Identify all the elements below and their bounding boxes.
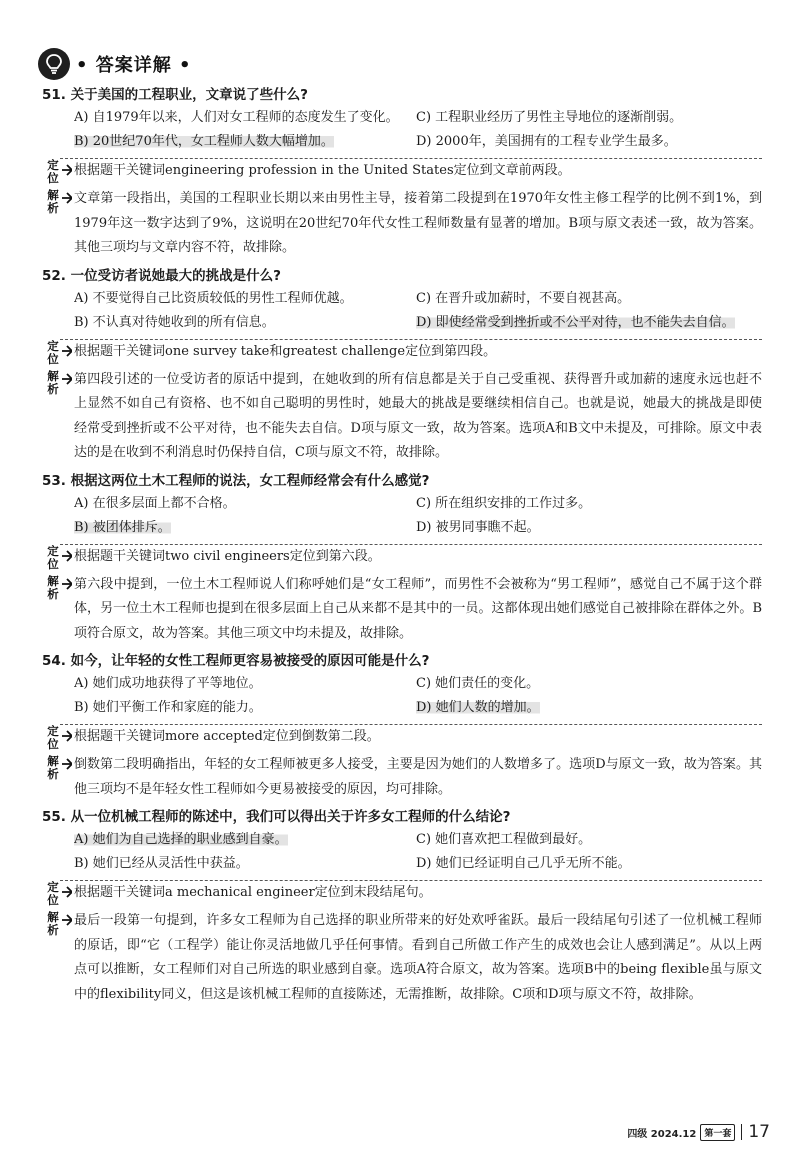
option-c: C) 工程职业经历了男性主导地位的逐渐削弱。: [416, 110, 683, 125]
option-d: D) 她们已经证明自己几乎无所不能。: [416, 856, 631, 871]
option-c: C) 所在组织安排的工作过多。: [416, 495, 592, 511]
locate-label: 定位: [47, 338, 59, 366]
arrow-right-icon: [62, 914, 72, 926]
arrow-right-icon: [62, 730, 72, 742]
locate-text: 根据题干关键词a mechanical engineer定位到末段结尾句。: [74, 885, 432, 900]
option-d-answer: D) 她们人数的增加。: [416, 700, 540, 715]
section-title: • 答案详解 •: [76, 55, 192, 76]
options-grid: [42, 287, 762, 335]
explain-row: [42, 909, 762, 1007]
explain-label: 解析: [47, 573, 59, 601]
question-stem: 54. 如今，让年轻的女性工程师更容易被接受的原因可能是什么?: [42, 653, 430, 669]
arrow-right-icon: [62, 164, 72, 176]
explain-label: 解析: [47, 754, 59, 781]
options-grid: [42, 106, 762, 154]
option-d-answer: D) 即使经常受到挫折或不公平对待，也不能失去自信。: [416, 314, 735, 330]
explain-label: 解析: [47, 188, 59, 215]
analysis-block: [42, 544, 762, 647]
question-52: [42, 265, 762, 466]
options-grid: [42, 828, 762, 876]
question-51: [42, 84, 762, 261]
explain-row: [42, 187, 762, 261]
explain-row: [42, 753, 762, 802]
option-a: A) 在很多层面上都不合格。: [74, 495, 236, 511]
explain-row: [42, 573, 762, 647]
options-grid: [42, 672, 762, 720]
lightbulb-icon: [38, 48, 70, 80]
explain-row: [42, 368, 762, 466]
explain-text: 文章第一段指出，美国的工程职业长期以来由男性主导，接着第二段提到在1970年女性主修工程学的比例不到1%，到1979年这一数字达到了9%，这说明在20世纪70年代女性工程师数量有显著的增加。B项与原文表述一致，故为答案。其他三项均与文章内容不符，故排除。: [74, 191, 762, 255]
analysis-block: [42, 880, 762, 1007]
option-d: D) 2000年，美国拥有的工程专业学生最多。: [416, 134, 677, 149]
option-c: C) 她们喜欢把工程做到最好。: [416, 832, 592, 847]
question-55: [42, 806, 762, 1007]
explain-label: 解析: [47, 368, 59, 396]
locate-text: 根据题干关键词engineering profession in the United States定位到文章前两段。: [74, 163, 571, 178]
locate-row: [42, 725, 762, 749]
option-a: A) 自1979年以来，人们对女工程师的态度发生了变化。: [74, 110, 399, 125]
locate-label: 定位: [47, 880, 59, 907]
explain-text: 第四段引述的一位受访者的原话中提到，在她收到的所有信息都是关于自己受重视、获得晋升或加薪的速度永远也赶不上显然不如自己有资格、也不如自己聪明的男性时，她最大的挑战是要继续相信自己。也就是说，她最大的挑战是即使经常受到挫折或不公平对待，也不能失去自信。D项与原文一致，故为答案。选项A和B文中未提及，可排除。原文中表达的是在收到不利消息时仍保持自信，C项与原文不符，故排除。: [74, 371, 762, 460]
option-d: D) 被男同事瞧不起。: [416, 519, 540, 535]
option-c: C) 在晋升或加薪时，不要自视甚高。: [416, 290, 631, 306]
option-b-answer: B) 被团体排斥。: [74, 519, 171, 535]
explain-text: 倒数第二段明确指出，年轻的女工程师被更多人接受，主要是因为她们的人数增多了。选项D与原文一致，故为答案。其他三项均不是年轻女性工程师如今更易被接受的原因，均可排除。: [74, 757, 762, 797]
locate-label: 定位: [47, 158, 59, 185]
locate-label: 定位: [47, 724, 59, 751]
analysis-block: [42, 339, 762, 466]
arrow-right-icon: [62, 578, 72, 590]
option-b-answer: B) 20世纪70年代，女工程师人数大幅增加。: [74, 134, 334, 149]
page-number: 17: [748, 1122, 770, 1142]
arrow-right-icon: [62, 758, 72, 770]
section-header: [38, 46, 192, 82]
locate-label: 定位: [47, 543, 59, 571]
arrow-right-icon: [62, 886, 72, 898]
option-b: B) 她们平衡工作和家庭的能力。: [74, 700, 262, 715]
explain-text: 第六段中提到，一位土木工程师说人们称呼她们是“女工程师”，而男性不会被称为“男工程师”，感觉自己不属于这个群体，另一位土木工程师也提到在很多层面上自己从来都不是其中的一员。这都体现出她们感觉自己被排除在群体之外。B项符合原文，故为答案。其他三项文中均未提及，故排除。: [74, 576, 762, 641]
explain-text: 最后一段第一句提到，许多女工程师为自己选择的职业所带来的好处欢呼雀跃。最后一段结尾句引述了一位机械工程师的原话，即“它（工程学）能让你灵活地做几乎任何事情。看到自己所做工作产生的成效也会让人感到满足”。从以上两点可以推断，女工程师们对自己所选的职业感到自豪。选项A符合原文，故为答案。选项B中的being flexible虽与原文中的flexibility同义，但这是该机械工程师的直接陈述，无需推断，故排除。C项和D项与原文不符，故排除。: [74, 913, 762, 1002]
issue-label: 四级 2024.12: [627, 1128, 697, 1140]
locate-text: 根据题干关键词one survey take和greatest challenge定位到第四段。: [74, 343, 497, 359]
arrow-right-icon: [62, 345, 72, 357]
option-c: C) 她们责任的变化。: [416, 676, 540, 691]
locate-row: [42, 159, 762, 183]
question-stem: 53. 根据这两位土木工程师的说法，女工程师经常会有什么感觉?: [42, 472, 430, 489]
arrow-right-icon: [62, 373, 72, 385]
question-stem: 52. 一位受访者说她最大的挑战是什么?: [42, 267, 281, 284]
explain-label: 解析: [47, 910, 59, 937]
arrow-right-icon: [62, 192, 72, 204]
option-a-answer: A) 她们为自己选择的职业感到自豪。: [74, 832, 288, 847]
locate-row: [42, 545, 762, 569]
analysis-block: [42, 158, 762, 261]
volume-badge: 第一套: [700, 1124, 735, 1141]
analysis-block: [42, 724, 762, 802]
option-a: A) 不要觉得自己比资质较低的男性工程师优越。: [74, 290, 353, 306]
page-footer: [627, 1122, 770, 1142]
question-53: [42, 470, 762, 647]
questions-container: [42, 84, 762, 1011]
option-b: B) 不认真对待她收到的所有信息。: [74, 314, 275, 330]
options-grid: [42, 492, 762, 540]
locate-row: [42, 340, 762, 364]
option-b: B) 她们已经从灵活性中获益。: [74, 856, 249, 871]
option-a: A) 她们成功地获得了平等地位。: [74, 676, 262, 691]
question-54: [42, 650, 762, 802]
locate-row: [42, 881, 762, 905]
locate-text: 根据题干关键词more accepted定位到倒数第二段。: [74, 729, 380, 744]
question-stem: 55. 从一位机械工程师的陈述中，我们可以得出关于许多女工程师的什么结论?: [42, 809, 511, 825]
locate-text: 根据题干关键词two civil engineers定位到第六段。: [74, 548, 381, 564]
footer-divider: [741, 1124, 742, 1140]
question-stem: 51. 关于美国的工程职业，文章说了些什么?: [42, 87, 308, 103]
arrow-right-icon: [62, 550, 72, 562]
